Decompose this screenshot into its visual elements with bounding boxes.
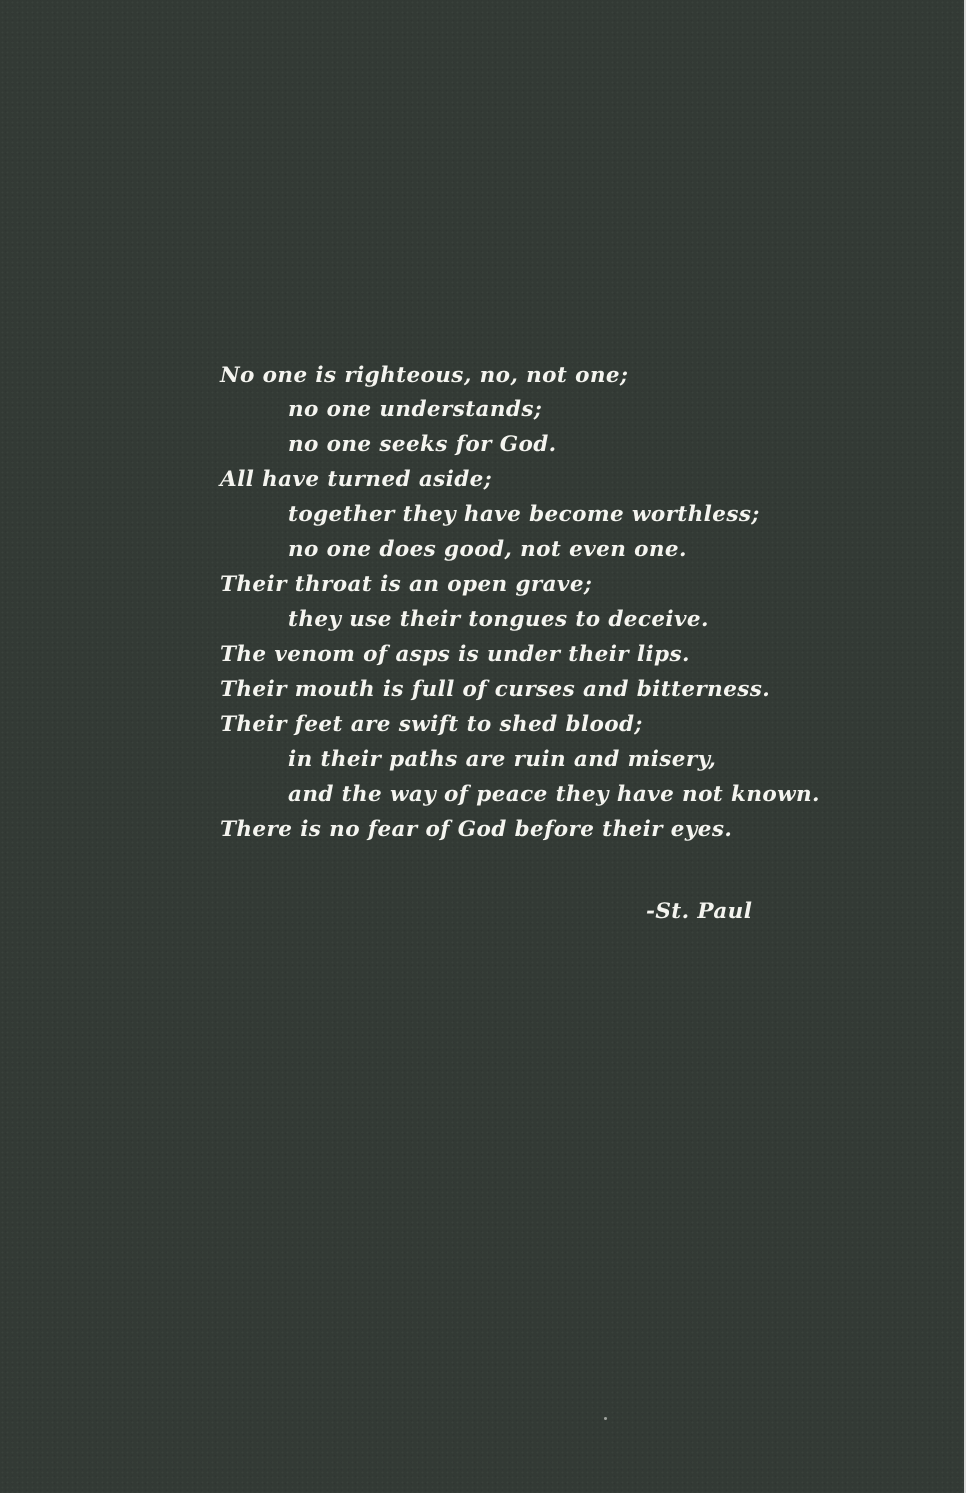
poem-line: in their paths are ruin and misery, [288, 747, 717, 772]
poem-line: All have turned aside; [220, 467, 493, 492]
poem-line: Their feet are swift to shed blood; [220, 712, 643, 737]
poem-line: together they have become worthless; [288, 502, 760, 527]
poem-line: The venom of asps is under their lips. [220, 642, 690, 667]
paper-speck [604, 1417, 607, 1420]
poem-line: they use their tongues to deceive. [288, 607, 709, 632]
poem-line: no one does good, not even one. [288, 537, 687, 562]
poem-line: no one understands; [288, 397, 543, 422]
poem-line: No one is righteous, no, not one; [220, 363, 629, 388]
poem-line: There is no fear of God before their eyes. [220, 817, 733, 842]
poem-line: Their throat is an open grave; [220, 572, 593, 597]
poem-line: no one seeks for God. [288, 432, 557, 457]
attribution: -St. Paul [646, 899, 753, 924]
poem-line: Their mouth is full of curses and bitterness. [220, 677, 771, 702]
poem-line: and the way of peace they have not known. [288, 782, 820, 807]
